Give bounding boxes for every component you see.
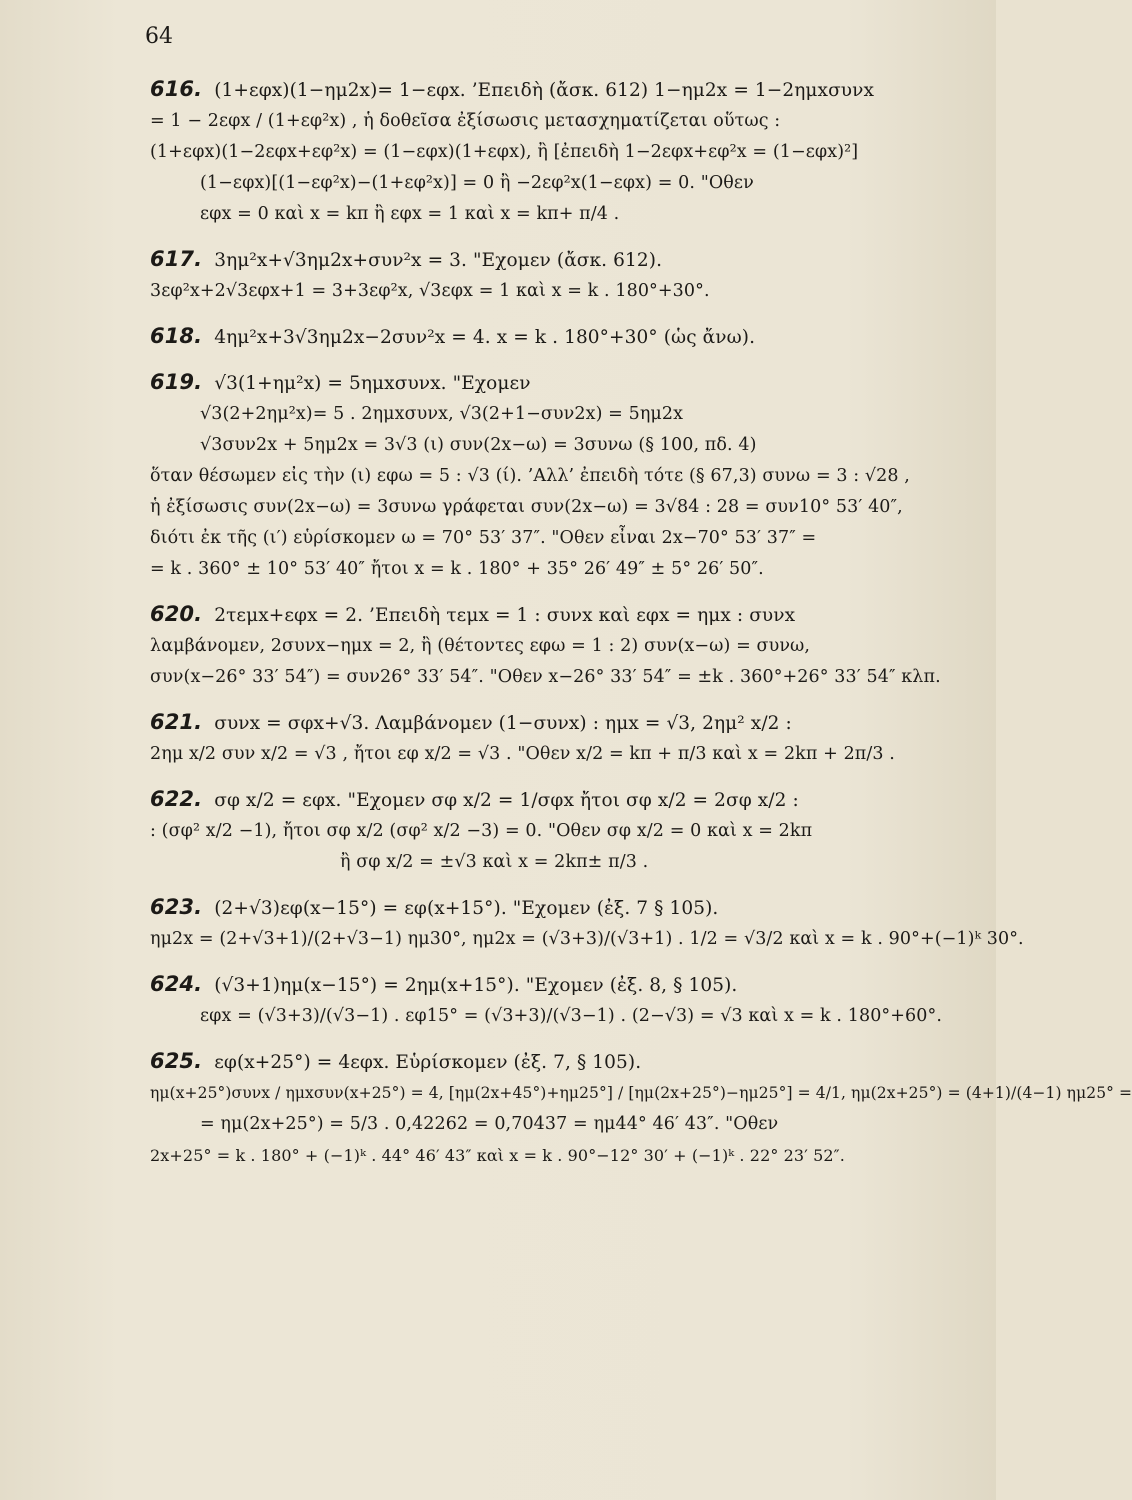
problem-line: συν(x−26° 33′ 54″) = συν26° 33′ 54″. "Οθεν x−26° 33′ 54″ = ±k . 360°+26° 33′ 54″ κλπ. — [150, 667, 941, 687]
problem-line: 620. 2τεμx+εφx = 2. ’Επειδὴ τεμx = 1 : συνx καὶ εφx = ημx : συνx — [150, 602, 796, 626]
problem-625 — [150, 1046, 1132, 1171]
problem-line: ἢ σφ x/2 = ±√3 καὶ x = 2kπ± π/3 . — [340, 852, 649, 872]
problem-line: 616. (1+εφx)(1−ημ2x)= 1−εφx. ’Επειδὴ (ἄσκ. 612) 1−ημ2x = 1−2ημxσυνx — [150, 77, 875, 101]
problem-622 — [150, 784, 960, 878]
problem-line: 2ημ x/2 συν x/2 = √3 , ἤτοι εφ x/2 = √3 . "Οθεν x/2 = kπ + π/3 καὶ x = 2kπ + 2π/3 . — [150, 744, 895, 764]
problem-620 — [150, 599, 960, 693]
problem-line: 618. 4ημ²x+3√3ημ2x−2συν²x = 4. x = k . 180°+30° (ὡς ἄνω). — [150, 324, 756, 348]
problem-line: εφx = (√3+3)/(√3−1) . εφ15° = (√3+3)/(√3−1) . (2−√3) = √3 καὶ x = k . 180°+60°. — [200, 1006, 943, 1026]
problem-line: 625. εφ(x+25°) = 4εφx. Εὑρίσκομεν (ἐξ. 7, § 105). — [150, 1049, 642, 1073]
page-number: 64 — [145, 24, 173, 49]
problem-line: = 1 − 2εφx / (1+εφ²x) , ἡ δοθεῖσα ἐξίσωσις μετασχηματίζεται οὕτως : — [150, 111, 781, 131]
problem-line: ημ2x = (2+√3+1)/(2+√3−1) ημ30°, ημ2x = (√3+3)/(√3+1) . 1/2 = √3/2 καὶ x = k . 90°+(−1)ᵏ 30°. — [150, 929, 1024, 949]
problem-number: 621. — [150, 710, 203, 734]
problem-line: εφx = 0 καὶ x = kπ ἢ εφx = 1 καὶ x = kπ+ π/4 . — [200, 204, 620, 224]
problem-number: 619. — [150, 370, 203, 394]
problem-624 — [150, 969, 960, 1032]
problem-line: 2x+25° = k . 180° + (−1)ᵏ . 44° 46′ 43″ καὶ x = k . 90°−12° 30′ + (−1)ᵏ . 22° 23′ 52″. — [150, 1146, 845, 1165]
problem-616 — [150, 74, 960, 230]
problem-line: ημ(x+25°)συνx / ημxσυν(x+25°) = 4, [ημ(2x+45°)+ημ25°] / [ημ(2x+25°)−ημ25°] = 4/1, ημ(2x+25°) = (4+1)/(4−1) ημ25° = — [150, 1084, 1132, 1102]
problem-line: ἡ ἐξίσωσις συν(2x−ω) = 3συνω γράφεται συν(2x−ω) = 3√84 : 28 = συν10° 53′ 40″, — [150, 497, 903, 517]
problem-number: 624. — [150, 972, 203, 996]
problem-line: √3συν2x + 5ημ2x = 3√3 (ι) συν(2x−ω) = 3συνω (§ 100, πδ. 4) — [200, 435, 757, 455]
problem-number: 623. — [150, 895, 203, 919]
problem-line: 619. √3(1+ημ²x) = 5ημxσυνx. "Εχομεν — [150, 370, 531, 394]
problem-621 — [150, 707, 960, 770]
problem-line: : (σφ² x/2 −1), ἤτοι σφ x/2 (σφ² x/2 −3) = 0. "Οθεν σφ x/2 = 0 καὶ x = 2kπ — [150, 821, 813, 841]
problem-line: = k . 360° ± 10° 53′ 40″ ἤτοι x = k . 180° + 35° 26′ 49″ ± 5° 26′ 50″. — [150, 559, 764, 579]
problem-number: 622. — [150, 787, 203, 811]
problem-line: 624. (√3+1)ημ(x−15°) = 2ημ(x+15°). "Εχομεν (ἐξ. 8, § 105). — [150, 972, 738, 996]
problem-line: 623. (2+√3)εφ(x−15°) = εφ(x+15°). "Εχομεν (ἐξ. 7 § 105). — [150, 895, 719, 919]
problem-line: διότι ἐκ τῆς (ι′) εὑρίσκομεν ω = 70° 53′ 37″. "Οθεν εἶναι 2x−70° 53′ 37″ = — [150, 528, 817, 548]
problem-line: ὅταν θέσωμεν εἰς τὴν (ι) εφω = 5 : √3 (ί). ’Αλλ’ ἐπειδὴ τότε (§ 67,3) συνω = 3 : √28 , — [150, 466, 910, 486]
problem-line: (1+εφx)(1−2εφx+εφ²x) = (1−εφx)(1+εφx), ἢ [ἐπειδὴ 1−2εφx+εφ²x = (1−εφx)²] — [150, 142, 859, 162]
problem-line: 3εφ²x+2√3εφx+1 = 3+3εφ²x, √3εφx = 1 καὶ x = k . 180°+30°. — [150, 281, 710, 301]
problem-619 — [150, 367, 960, 585]
problem-line: √3(2+2ημ²x)= 5 . 2ημxσυνx, √3(2+1−συν2x) = 5ημ2x — [200, 404, 684, 424]
problem-list — [150, 74, 1132, 1171]
problem-line: λαμβάνομεν, 2συνx−ημx = 2, ἢ (θέτοντες εφω = 1 : 2) συν(x−ω) = συνω, — [150, 636, 811, 656]
problem-line: 621. συνx = σφx+√3. Λαμβάνομεν (1−συνx) : ημx = √3, 2ημ² x/2 : — [150, 710, 792, 734]
problem-line: = ημ(2x+25°) = 5/3 . 0,42262 = 0,70437 = ημ44° 46′ 43″. "Οθεν — [200, 1114, 779, 1134]
problem-617 — [150, 244, 960, 307]
problem-number: 625. — [150, 1049, 203, 1073]
problem-618 — [150, 321, 960, 353]
problem-number: 620. — [150, 602, 203, 626]
problem-line: 617. 3ημ²x+√3ημ2x+συν²x = 3. "Εχομεν (ἄσκ. 612). — [150, 247, 663, 271]
problem-line: (1−εφx)[(1−εφ²x)−(1+εφ²x)] = 0 ἢ −2εφ²x(1−εφx) = 0. "Οθεν — [200, 173, 754, 193]
problem-number: 618. — [150, 324, 203, 348]
problem-number: 616. — [150, 77, 203, 101]
problem-623 — [150, 892, 1024, 955]
problem-line: 622. σφ x/2 = εφx. "Εχομεν σφ x/2 = 1/σφx ἤτοι σφ x/2 = 2σφ x/2 : — [150, 787, 799, 811]
problem-number: 617. — [150, 247, 203, 271]
